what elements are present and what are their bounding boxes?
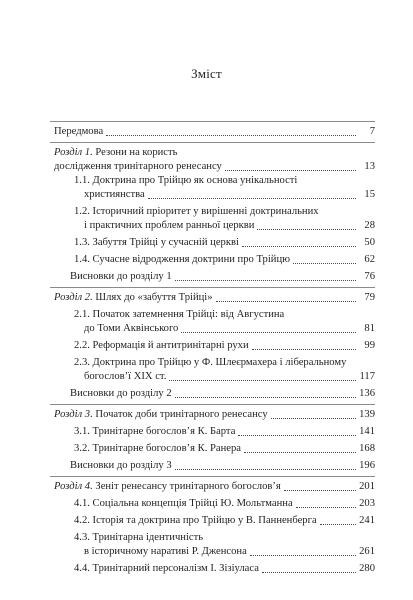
toc-entry-conclusions-3[interactable] [50,459,375,473]
dot-leader [106,125,356,136]
entry-label-line2: дослідження тринітарного ренесансу [54,161,222,172]
page-number: 168 [359,443,375,454]
toc-entry-section-2-2[interactable] [50,339,375,353]
entry-label: 4.2. Історія та доктрина про Трійцю у В. Панненберга [74,515,317,526]
entry-label: Шлях до «забуття Трійці» [95,292,213,303]
dot-leader [175,270,356,281]
entry-label: 4.1. Соціальна концепція Трійці Ю. Мольтманна [74,498,293,509]
toc-entry-conclusions-1[interactable] [50,270,375,284]
entry-label: Резони на користь [95,147,178,158]
entry-label: 3.1. Тринітарне богослов’я К. Барта [74,426,236,437]
toc-entry-chapter-2[interactable] [50,291,375,305]
toc-list [50,118,375,576]
dot-leader [284,480,356,491]
page-number: 50 [364,237,375,248]
toc-entry-section-4-1[interactable] [50,497,375,511]
toc-entry-section-3-1[interactable] [50,425,375,439]
page-number: 62 [364,254,375,265]
dot-leader [257,219,356,230]
dot-leader [252,339,356,350]
entry-label: 4.4. Тринітарний персоналізм І. Зізіуласа [74,563,259,574]
dot-leader [242,236,356,247]
toc-entry-preface[interactable] [50,125,375,139]
chapter-prefix: Розділ 4. [54,481,93,492]
toc-entry-section-2-3[interactable] [50,356,375,384]
entry-label: 1.3. Забуття Трійці у сучасній церкві [74,237,239,248]
entry-label: 2.2. Реформація й антитринітарні рухи [74,340,249,351]
toc-entry-section-1-1[interactable] [50,174,375,202]
divider [50,476,375,477]
toc-entry-chapter-4[interactable] [50,480,375,494]
page-number: 141 [359,426,375,437]
toc-entry-section-1-2[interactable] [50,205,375,233]
entry-label: Висновки до розділу 1 [70,271,172,282]
page-number: 139 [359,409,375,420]
entry-label: Початок доби тринітарного ренесансу [95,409,268,420]
entry-label: 2.1. Початок затемнення Трійці: від Августина [74,309,285,320]
dot-leader [250,545,356,556]
divider [50,142,375,143]
page-number: 280 [359,563,375,574]
entry-label: Зеніт ренесансу тринітарного богослов’я [95,481,281,492]
entry-label: Передмова [54,126,104,137]
entry-label: Висновки до розділу 2 [70,388,172,399]
dot-leader [238,425,356,436]
toc-entry-section-4-4[interactable] [50,562,375,576]
page-number: 117 [359,371,375,382]
chapter-prefix: Розділ 2. [54,292,93,303]
toc-entry-section-3-2[interactable] [50,442,375,456]
toc-entry-section-1-3[interactable] [50,236,375,250]
page-number: 136 [359,388,375,399]
entry-label-line2: і практичних проблем ранньої церкви [84,220,255,231]
entry-label: Висновки до розділу 3 [70,460,172,471]
dot-leader [225,160,356,171]
toc-entry-chapter-3[interactable] [50,408,375,422]
page-number: 81 [364,323,375,334]
dot-leader [320,514,356,525]
toc-entry-conclusions-2[interactable] [50,387,375,401]
dot-leader [169,370,356,381]
page-number: 201 [359,481,375,492]
toc-entry-section-4-3[interactable] [50,531,375,559]
chapter-prefix: Розділ 3. [54,409,93,420]
entry-label-line2: богослов’ї XIX ст. [84,371,167,382]
dot-leader [271,408,356,419]
dot-leader [244,442,356,453]
toc-entry-section-2-1[interactable] [50,308,375,336]
page-number: 28 [364,220,375,231]
page-number: 15 [364,189,375,200]
entry-label-line2: до Томи Аквінського [84,323,179,334]
page-number: 261 [359,546,375,557]
entry-label-line2: християнства [84,189,145,200]
page-number: 76 [364,271,375,282]
dot-leader [262,562,356,573]
dot-leader [175,387,356,398]
toc-title: Зміст [191,66,222,81]
entry-label: 4.3. Тринітарна ідентичність [74,532,204,543]
page-number: 7 [369,126,375,137]
divider [50,121,375,122]
dot-leader [296,497,356,508]
page-number: 99 [364,340,375,351]
entry-label: 1.1. Доктрина про Трійцю як основа унікальності [74,175,298,186]
dot-leader [293,253,356,264]
page-number: 196 [359,460,375,471]
toc-entry-section-4-2[interactable] [50,514,375,528]
chapter-prefix: Розділ 1. [54,147,93,158]
dot-leader [148,188,356,199]
divider [50,404,375,405]
entry-label: 1.2. Історичний пріоритет у вирішенні доктринальних [74,206,319,217]
dot-leader [175,459,356,470]
page-number: 13 [364,161,375,172]
page-number: 79 [364,292,375,303]
page-number: 241 [359,515,375,526]
entry-label: 2.3. Доктрина про Трійцю у Ф. Шлеєрмахера і ліберальному [74,357,347,368]
entry-label: 3.2. Тринітарне богослов’я К. Ранера [74,443,241,454]
toc-entry-section-1-4[interactable] [50,253,375,267]
entry-label-line2: в історичному наративі Р. Дженсона [84,546,247,557]
dot-leader [181,322,356,333]
entry-label: 1.4. Сучасне відродження доктрини про Трійцю [74,254,291,265]
toc-entry-chapter-1[interactable] [50,146,375,174]
page-number: 203 [359,498,375,509]
dot-leader [216,291,356,302]
divider [50,287,375,288]
